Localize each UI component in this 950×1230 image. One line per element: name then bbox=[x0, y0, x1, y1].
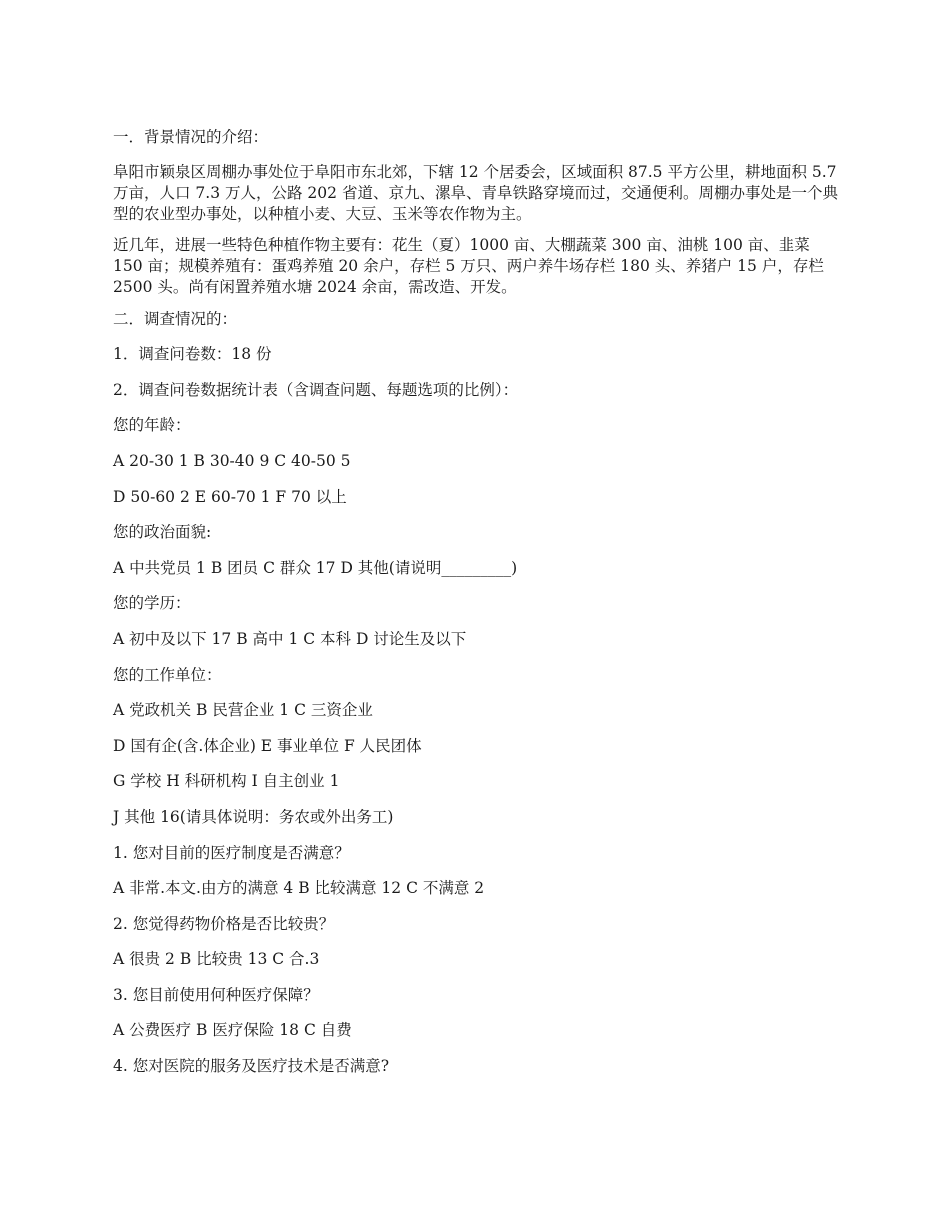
section-heading-background: 一．背景情况的介绍： bbox=[113, 128, 269, 146]
question-age: 您的年龄： bbox=[113, 416, 191, 435]
paragraph-development: 近几年，进展一些特色种植作物主要有：花生（夏）1000 亩、大棚蔬菜 300 亩、油桃 100 亩、韭菜 150 亩；规模养殖有：蛋鸡养殖 20 余户，存栏 5 万只、两户养牛场存栏 180 头、养猪户 15 户，存栏 2500 头。尚有闲置养殖水塘 2024 余亩，需改造、开发。 bbox=[113, 235, 824, 296]
question-workplace: 您的工作单位： bbox=[113, 665, 222, 684]
question-political: 您的政治面貌: bbox=[113, 523, 212, 542]
answer-workplace-4: J 其他 16(请具体说明：务农或外出务工) bbox=[113, 807, 394, 826]
question-2: 2. 您觉得药物价格是否比较贵？ bbox=[113, 914, 335, 933]
answer-workplace-1: A 党政机关 B 民营企业 1 C 三资企业 bbox=[113, 701, 373, 720]
spacer bbox=[113, 148, 840, 162]
survey-stats-heading: 2．调查问卷数据统计表（含调查问题、每题选项的比例）： bbox=[113, 380, 519, 399]
survey-count: 1．调查问卷数：18 份 bbox=[113, 345, 272, 364]
answer-education: A 初中及以下 17 B 高中 1 C 本科 D 讨论生及以下 bbox=[113, 629, 467, 648]
answer-2: A 很贵 2 B 比较贵 13 C 合.3 bbox=[113, 950, 320, 969]
question-3: 3. 您目前使用何种医疗保障？ bbox=[113, 985, 319, 1004]
question-education: 您的学历： bbox=[113, 594, 191, 613]
answer-political: A 中共党员 1 B 团员 C 群众 17 D 其他(请说明_________) bbox=[113, 558, 518, 577]
answer-workplace-2: D 国有企(含.体企业) E 事业单位 F 人民团体 bbox=[113, 736, 422, 755]
answer-workplace-3: G 学校 H 科研机构 I 自主创业 1 bbox=[113, 772, 340, 791]
answer-1: A 非常.本文.由方的满意 4 B 比较满意 12 C 不满意 2 bbox=[113, 879, 485, 898]
document-page bbox=[113, 126, 840, 1077]
question-1: 1. 您对目前的医疗制度是否满意？ bbox=[113, 843, 350, 862]
paragraph-background: 阜阳市颖泉区周棚办事处位于阜阳市东北郊，下辖 12 个居委会，区域面积 87.5 平方公里，耕地面积 5.7 万亩，人口 7.3 万人，公路 202 省道、京九、漯阜、青阜铁路穿境而过，交通便利。周棚办事处是一个典型的农业型办事处，以种植小麦、大豆、玉米等农作物为主。 bbox=[113, 162, 838, 223]
answer-age-1: A 20-30 1 B 30-40 9 C 40-50 5 bbox=[113, 451, 351, 470]
spacer bbox=[113, 401, 840, 415]
question-4: 4. 您对医院的服务及医疗技术是否满意? bbox=[113, 1057, 390, 1076]
spacer bbox=[113, 330, 840, 344]
answer-age-2: D 50-60 2 E 60-70 1 F 70 以上 bbox=[113, 487, 347, 506]
spacer bbox=[113, 365, 840, 379]
section-heading-survey: 二．调查情况的： bbox=[113, 309, 238, 328]
answer-3: A 公费医疗 B 医疗保险 18 C 自费 bbox=[113, 1021, 352, 1040]
